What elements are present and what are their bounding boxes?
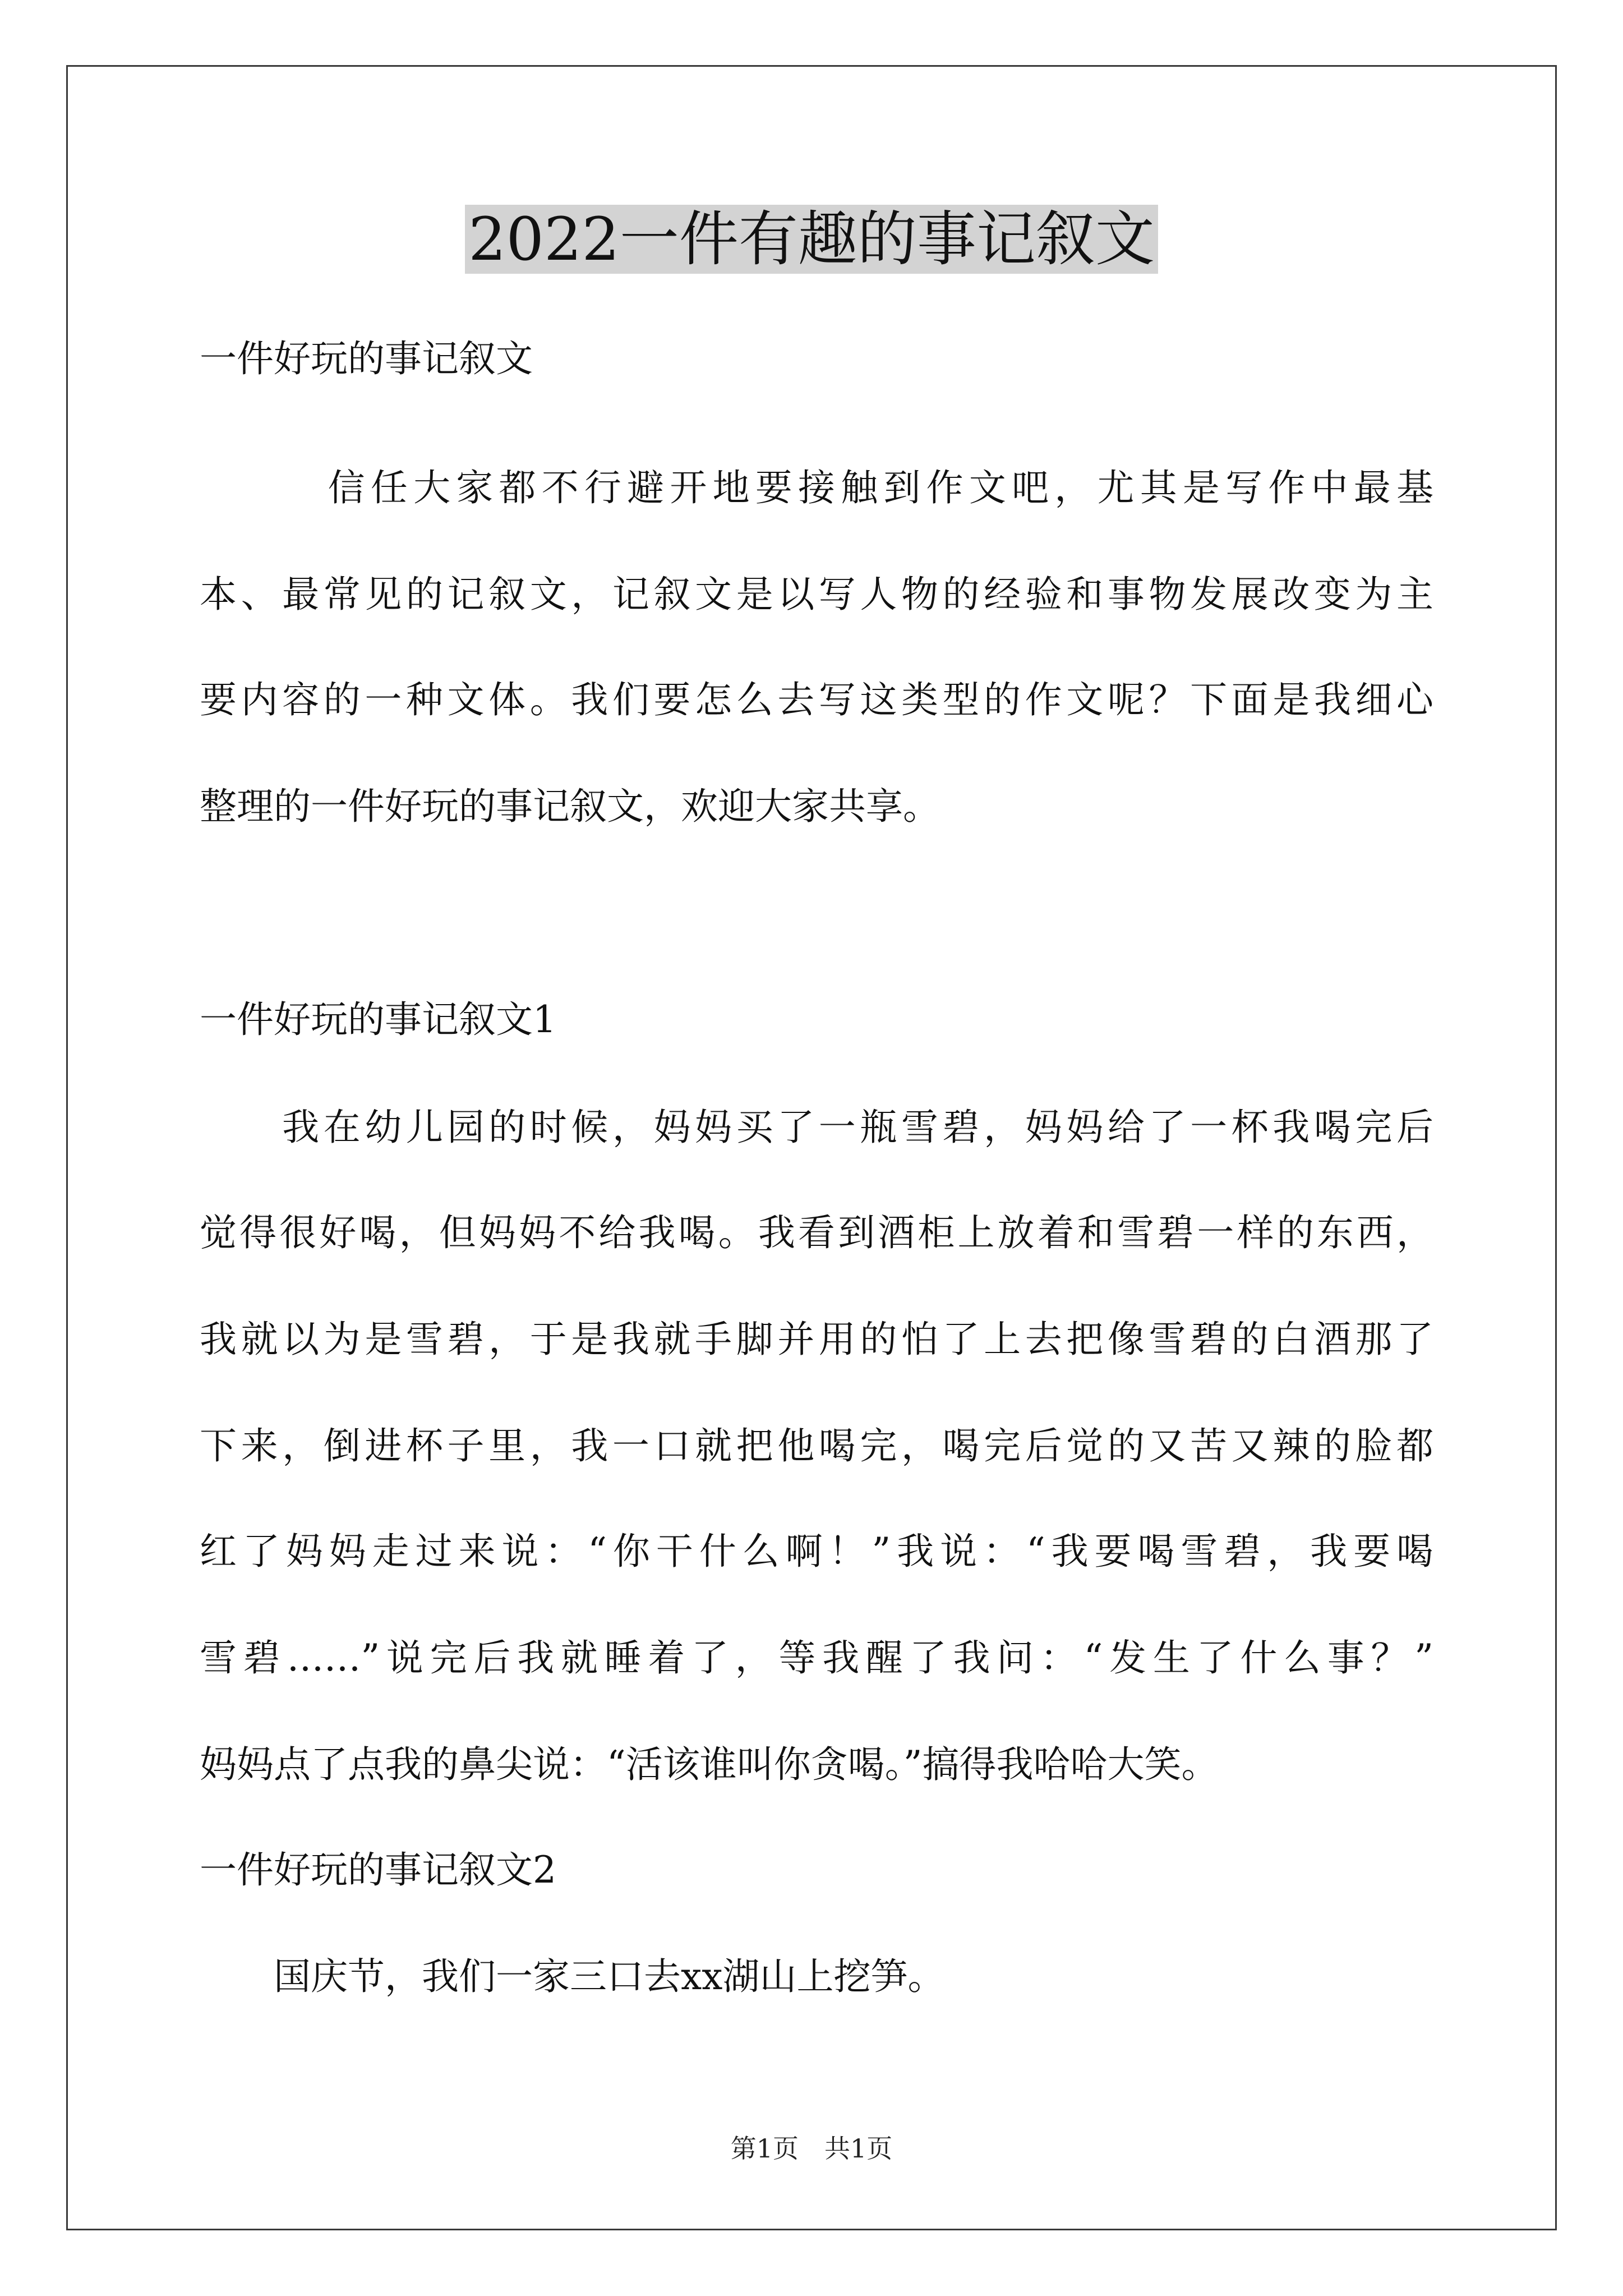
paragraph-line: 雪碧……”说完后我就睡着了，等我醒了我问：“发生了什么事？”: [200, 1636, 1433, 1680]
paragraph-line: 我就以为是雪碧，于是我就手脚并用的怕了上去把像雪碧的白酒那了: [200, 1318, 1433, 1361]
section-heading: 一件好玩的事记叙文1: [200, 998, 556, 1041]
paragraph-line: 信任大家都不行避开地要接触到作文吧，尤其是写作中最基: [200, 466, 1433, 509]
paragraph-line: 红了妈妈走过来说：“你干什么啊！”我说：“我要喝雪碧，我要喝: [200, 1530, 1433, 1573]
paragraph-line: 觉得很好喝，但妈妈不给我喝。我看到酒柜上放着和雪碧一样的东西，: [200, 1211, 1433, 1254]
section-heading: 一件好玩的事记叙文2: [200, 1848, 556, 1892]
document-title: 2022一件有趣的事记叙文: [0, 197, 1623, 282]
paragraph-line: 下来，倒进杯子里，我一口就把他喝完，喝完后觉的又苦又辣的脸都: [200, 1424, 1433, 1467]
paragraph-line: 我在幼儿园的时候，妈妈买了一瓶雪碧，妈妈给了一杯我喝完后: [200, 1106, 1433, 1149]
paragraph-line: 本、最常见的记叙文，记叙文是以写人物的经验和事物发展改变为主: [200, 573, 1433, 616]
page-number: 第1页 共1页: [730, 2133, 893, 2164]
paragraph-line: 要内容的一种文体。我们要怎么去写这类型的作文呢？下面是我细心: [200, 678, 1433, 721]
paragraph-line: 妈妈点了点我的鼻尖说：“活该谁叫你贪喝。”搞得我哈哈大笑。: [200, 1743, 1219, 1786]
paragraph-line: 整理的一件好玩的事记叙文，欢迎大家共享。: [200, 785, 940, 828]
paragraph-line: 国庆节，我们一家三口去xx湖山上挖笋。: [200, 1955, 945, 1998]
section-heading: 一件好玩的事记叙文: [200, 337, 533, 380]
